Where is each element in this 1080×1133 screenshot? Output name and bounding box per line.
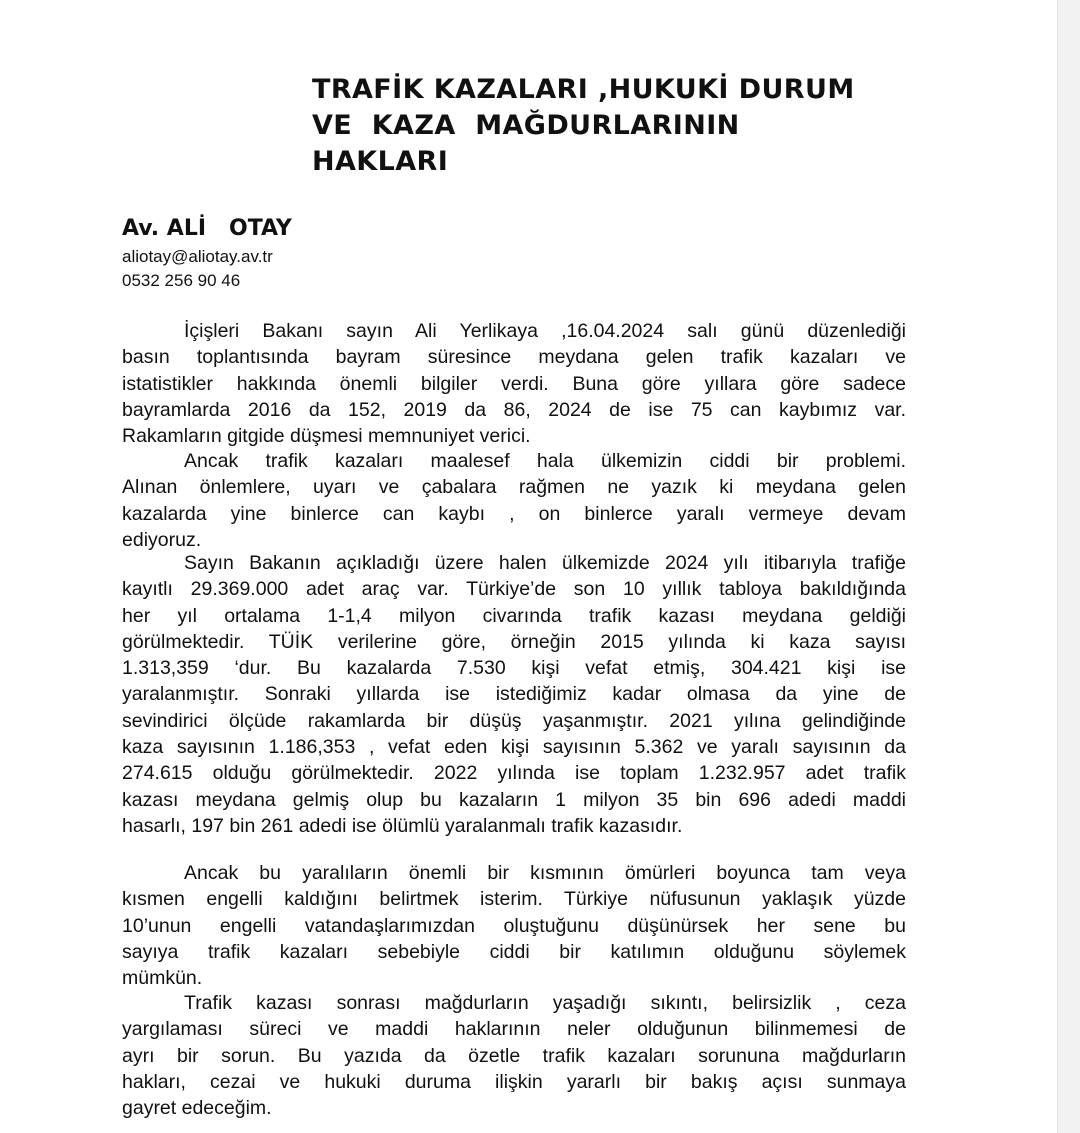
text-line: ediyoruz. (122, 528, 202, 551)
text-line: gayret edeceğim. (122, 1097, 272, 1120)
text-line: yargılaması süreci ve maddi haklarının neler olduğunun bilinmemesi de (122, 1018, 906, 1041)
document-title (312, 72, 932, 180)
text-line: yaralanmıştır. Sonraki yıllarda ise istediğimiz kadar olmasa da yine de (122, 683, 906, 706)
text-line: Ancak trafik kazaları maalesef hala ülkemizin ciddi bir problemi. (184, 450, 906, 472)
text-line: bayramlarda 2016 da 152, 2019 da 86, 2024 de ise 75 can kaybımız var. (122, 398, 906, 421)
paragraph-4 (122, 860, 906, 991)
author-email: aliotay@aliotay.av.tr (122, 247, 273, 266)
author-phone: 0532 256 90 46 (122, 271, 241, 290)
text-line: 10’unun engelli vatandaşlarımızdan oluştuğunu düşünürsek her sene bu (122, 914, 906, 937)
paragraph-1 (122, 318, 906, 449)
text-line: İçişleri Bakanı sayın Ali Yerlikaya ,16.04.2024 salı günü düzenlediği (184, 320, 906, 342)
text-line: hasarlı, 197 bin 261 adedi ise ölümlü yaralanmalı trafik kazasıdır. (122, 814, 683, 837)
title-line: HAKLARI (312, 146, 449, 177)
text-line: ayrı bir sorun. Bu yazıda da özetle trafik kazaları sorununa mağdurların (122, 1044, 906, 1067)
text-line: 274.615 olduğu görülmektedir. 2022 yılında ise toplam 1.232.957 adet trafik (122, 762, 906, 785)
text-line: mümkün. (122, 967, 203, 990)
text-line: Sayın Bakanın açıkladığı üzere halen ülkemizde 2024 yılı itibarıyla trafiğe (184, 552, 906, 574)
text-line: sayıya trafik kazaları sebebiyle ciddi bir katılımın olduğunu söylemek (122, 940, 906, 963)
text-line: Ancak bu yaralıların önemli bir kısmının ömürleri boyunca tam veya (184, 862, 906, 884)
text-line: hakları, cezai ve hukuki duruma ilişkin yararlı bir bakış açısı sunmaya (122, 1070, 906, 1093)
text-line: kazası meydana gelmiş olup bu kazaların 1 milyon 35 bin 696 adedi maddi (122, 788, 906, 811)
text-line: kısmen engelli kaldığını belirtmek isterim. Türkiye nüfusunun yaklaşık yüzde (122, 888, 906, 911)
text-line: istatistikler hakkında önemli bilgiler verdi. Buna göre yıllara göre sadece (122, 372, 906, 395)
text-line: Trafik kazası sonrası mağdurların yaşadığı sıkıntı, belirsizlik , ceza (184, 992, 906, 1014)
text-line: her yıl ortalama 1-1,4 milyon civarında trafik kazası meydana geldiği (122, 604, 906, 627)
text-line: basın toplantısında bayram süresince meydana gelen trafik kazaları ve (122, 346, 906, 369)
text-line: Rakamların gitgide düşmesi memnuniyet verici. (122, 425, 531, 448)
title-line: VE KAZA MAĞDURLARININ (312, 110, 740, 141)
page-gutter (1057, 0, 1080, 1133)
text-line: kayıtlı 29.369.000 adet araç var. Türkiye’de son 10 yıllık tabloya bakıldığında (122, 578, 906, 601)
text-line: kazalarda yine binlerce can kaybı , on binlerce yaralı vermeye devam (122, 502, 906, 525)
paragraph-3 (122, 550, 906, 839)
paragraph-2 (122, 448, 906, 553)
text-line: Alınan önlemlere, uyarı ve çabalara rağmen ne yazık ki meydana gelen (122, 476, 906, 499)
title-line: TRAFİK KAZALARI ,HUKUKİ DURUM (312, 74, 855, 105)
author-name: Av. ALİ OTAY (122, 216, 292, 241)
paragraph-5 (122, 990, 906, 1121)
text-line: görülmektedir. TÜİK verilerine göre, örneğin 2015 yılında ki kaza sayısı (122, 630, 906, 653)
text-line: kaza sayısının 1.186,353 , vefat eden kişi sayısının 5.362 ve yaralı sayısının da (122, 736, 906, 759)
text-line: sevindirici ölçüde rakamlarda bir düşüş yaşanmıştır. 2021 yılına gelindiğinde (122, 709, 906, 732)
text-line: 1.313,359 ‘dur. Bu kazalarda 7.530 kişi vefat etmiş, 304.421 kişi ise (122, 657, 906, 680)
